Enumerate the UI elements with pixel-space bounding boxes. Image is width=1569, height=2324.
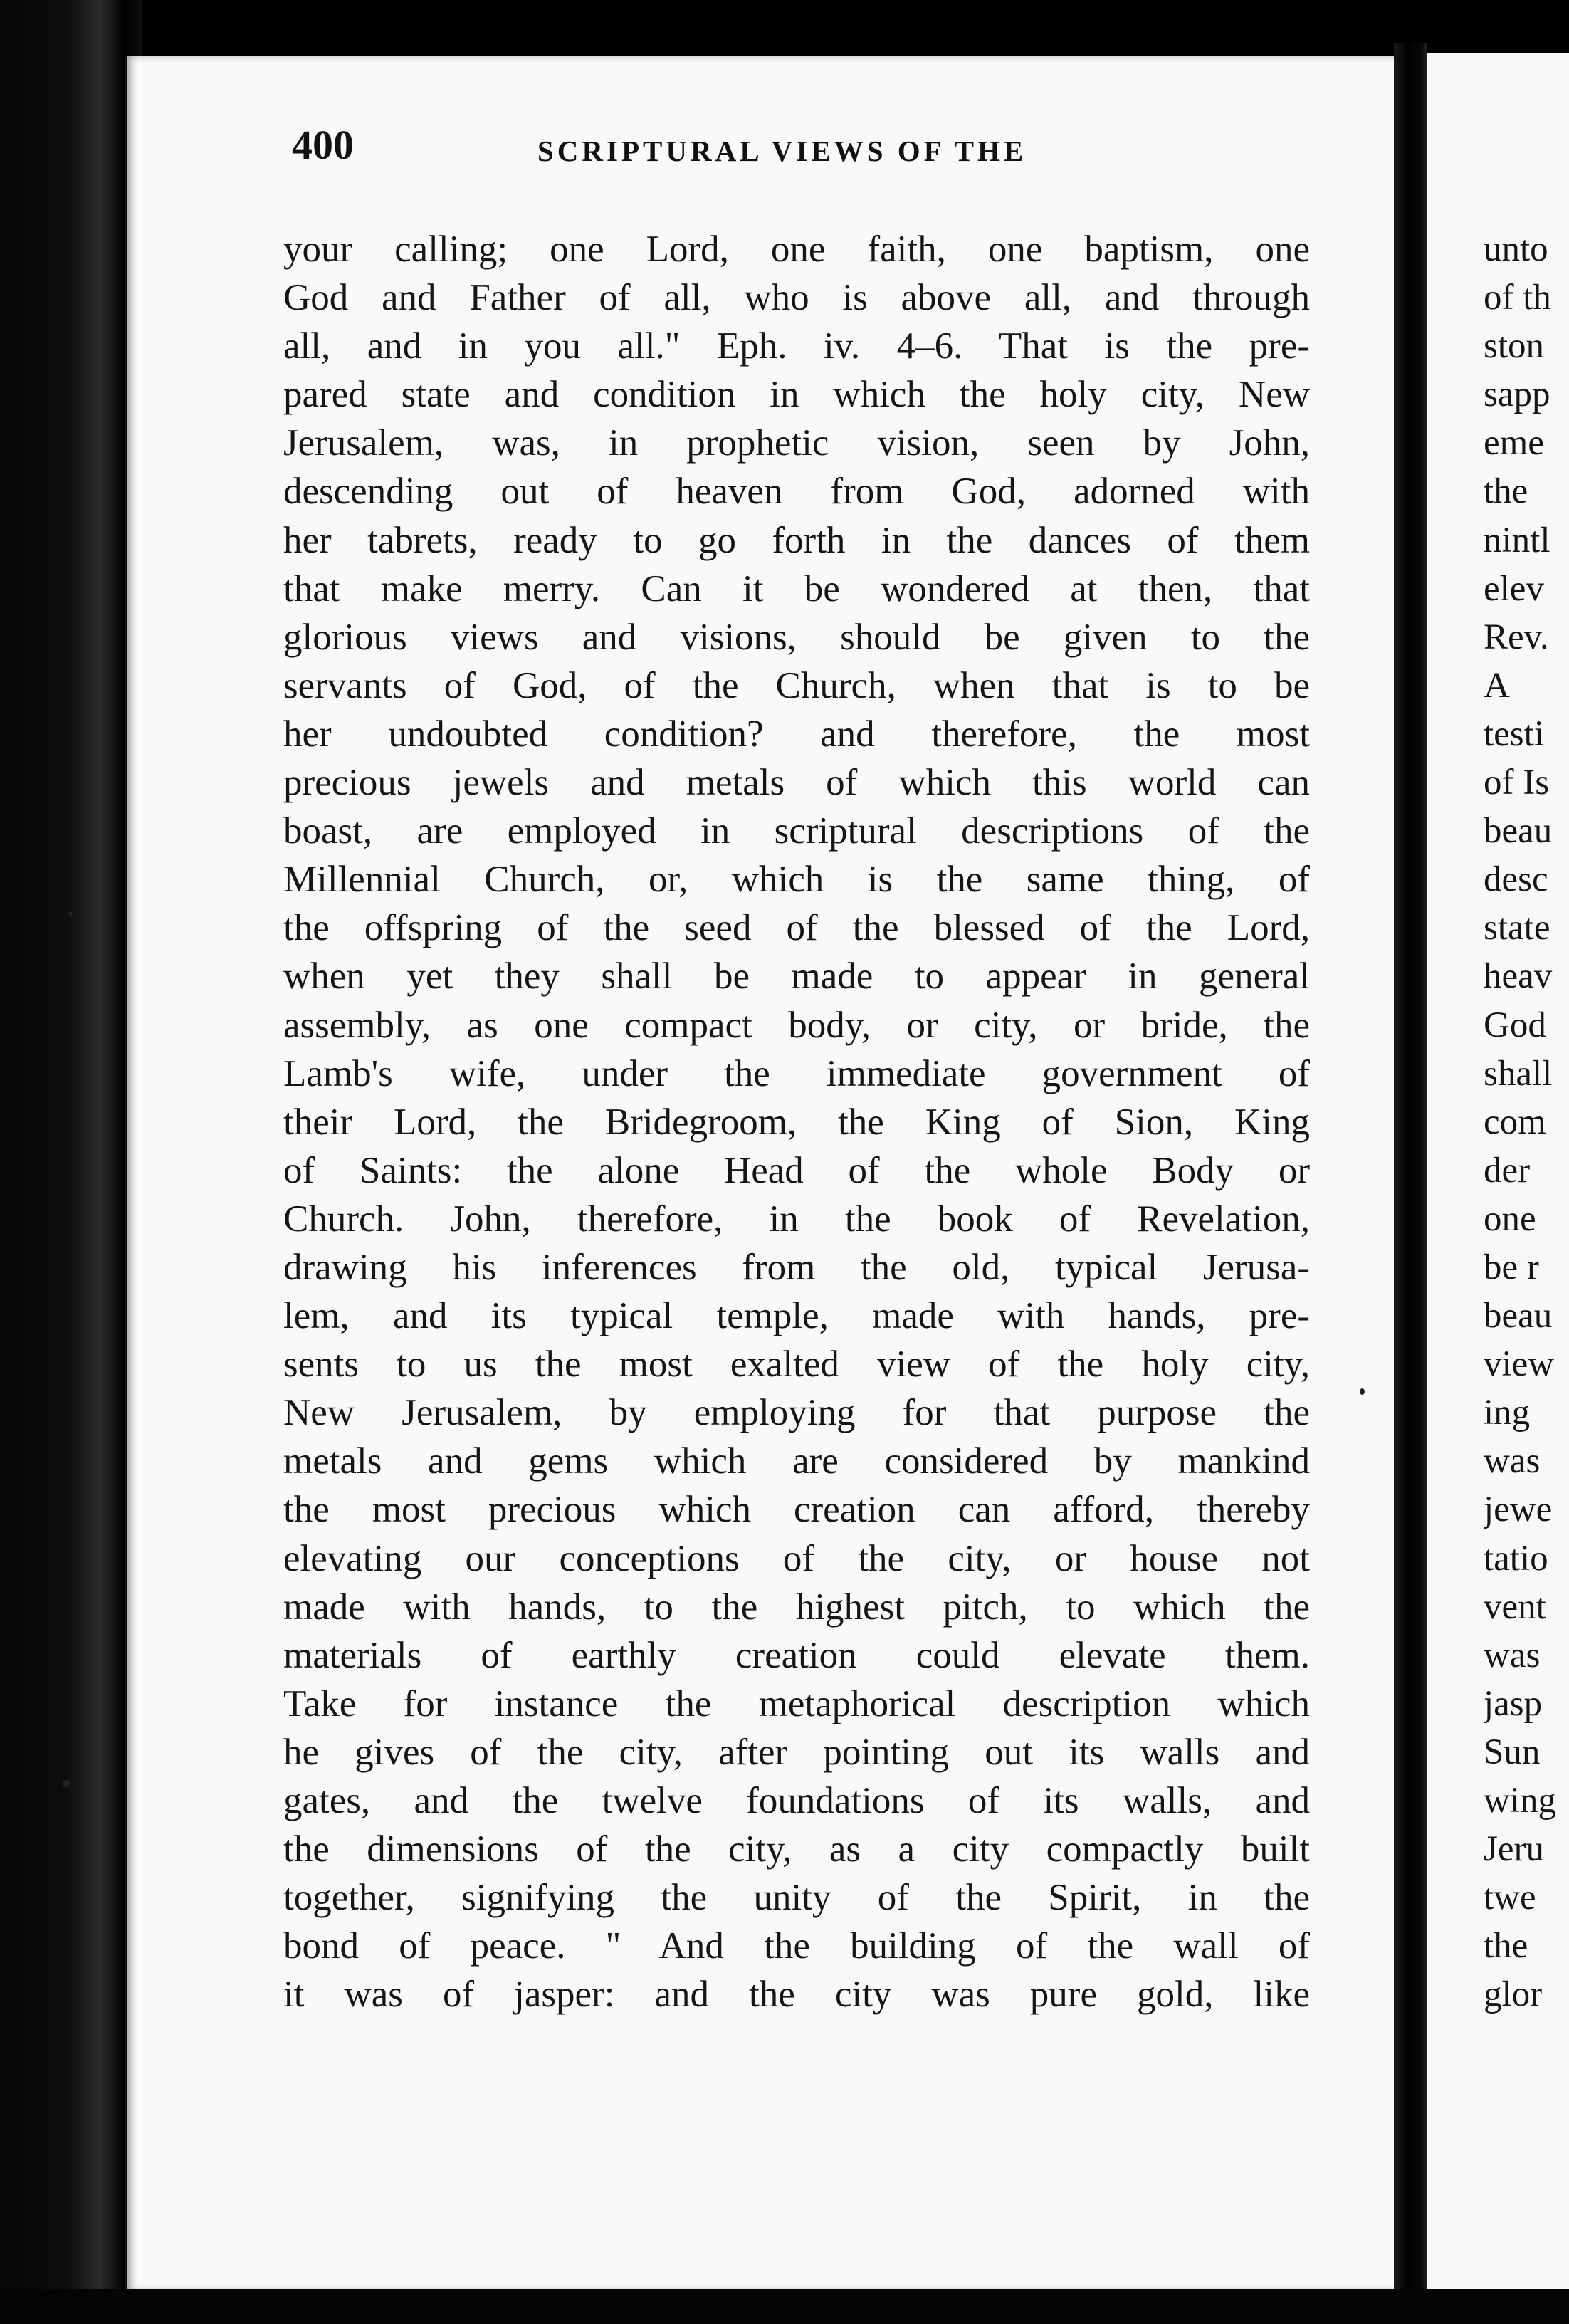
text-line-fragment: nintl — [1484, 520, 1550, 560]
text-line-fragment: wing — [1484, 1781, 1556, 1821]
text-line: pared state and condition in which the holy city, New — [283, 374, 1310, 416]
text-line-fragment: view — [1484, 1344, 1555, 1385]
text-line: Take for instance the metaphorical description which — [283, 1682, 1310, 1724]
running-head: SCRIPTURAL VIEWS OF THE — [537, 135, 1027, 167]
text-line: together, signifying the unity of the Spirit, in the — [283, 1877, 1310, 1919]
text-line: metals and gems which are considered by mankind — [283, 1440, 1310, 1482]
text-line-fragment: was — [1484, 1441, 1541, 1482]
text-line-fragment: be r — [1484, 1247, 1539, 1287]
text-line-fragment: eme — [1484, 423, 1544, 464]
page-number: 400 — [292, 122, 354, 168]
text-line: the most precious which creation can afford, thereby — [283, 1489, 1310, 1531]
ink-speck — [63, 1780, 70, 1787]
text-line-fragment: vent — [1484, 1586, 1546, 1627]
text-line-fragment: sapp — [1484, 375, 1550, 415]
book-gutter — [1394, 43, 1427, 2324]
text-line: assembly, as one compact body, or city, or bride, the — [283, 1004, 1310, 1046]
text-line-fragment: state — [1484, 908, 1550, 948]
text-line-fragment: tatio — [1484, 1538, 1548, 1579]
text-line-fragment: Sun — [1484, 1732, 1541, 1772]
text-line-fragment: shall — [1484, 1053, 1553, 1094]
text-line: their Lord, the Bridegroom, the King of Sion, King — [283, 1101, 1310, 1143]
text-line: descending out of heaven from God, adorned with — [283, 471, 1310, 513]
text-line: materials of earthly creation could elevate them. — [283, 1634, 1310, 1676]
ink-speck — [1360, 1388, 1365, 1395]
text-line-fragment: glor — [1484, 1974, 1543, 2015]
text-line-fragment: ing — [1484, 1393, 1531, 1433]
text-line-fragment: one — [1484, 1198, 1536, 1239]
text-line: the dimensions of the city, as a city compactly built — [283, 1828, 1310, 1870]
text-line-fragment: elev — [1484, 568, 1544, 609]
text-line-fragment: desc — [1484, 859, 1548, 900]
text-line-fragment: beau — [1484, 811, 1553, 852]
text-line-fragment: of th — [1484, 278, 1551, 318]
text-line: bond of peace. " And the building of the wall of — [283, 1925, 1310, 1967]
text-line: her undoubted condition? and therefore, the most — [283, 713, 1310, 755]
text-line-fragment: heav — [1484, 956, 1553, 997]
text-line: your calling; one Lord, one faith, one baptism, one — [283, 229, 1310, 270]
text-line-fragment: testi — [1484, 713, 1544, 754]
text-line-fragment: was — [1484, 1635, 1541, 1675]
text-line: precious jewels and metals of which this world can — [283, 762, 1310, 804]
text-line-fragment: of Is — [1484, 763, 1550, 803]
text-line-fragment: jewe — [1484, 1490, 1553, 1530]
text-line: boast, are employed in scriptural descriptions of the — [283, 810, 1310, 852]
text-line: her tabrets, ready to go forth in the dances of them — [283, 519, 1310, 561]
text-line: sents to us the most exalted view of the holy city, — [283, 1344, 1310, 1386]
text-line-fragment: the — [1484, 471, 1528, 512]
text-line-fragment: com — [1484, 1101, 1546, 1142]
right-page-fragment — [1484, 225, 1569, 2019]
text-line-fragment: Rev. — [1484, 617, 1549, 657]
text-line: gates, and the twelve foundations of its walls, and — [283, 1780, 1310, 1821]
body-text — [283, 225, 1310, 2019]
text-line: he gives of the city, after pointing out its walls and — [283, 1731, 1310, 1773]
text-line-fragment: A — [1484, 665, 1510, 706]
text-line: Church. John, therefore, in the book of Revelation, — [283, 1198, 1310, 1240]
text-line: made with hands, to the highest pitch, to which the — [283, 1586, 1310, 1628]
text-line-fragment: the — [1484, 1926, 1528, 1967]
page-header — [292, 121, 1317, 178]
text-line: drawing his inferences from the old, typical Jerusa- — [283, 1246, 1310, 1288]
scan-top-border — [0, 0, 1569, 57]
text-line: that make merry. Can it be wondered at then, that — [283, 567, 1310, 609]
text-line: God and Father of all, who is above all, and through — [283, 277, 1310, 319]
text-line: elevating our conceptions of the city, or house not — [283, 1537, 1310, 1579]
text-line-fragment: God — [1484, 1005, 1546, 1045]
text-line: Jerusalem, was, in prophetic vision, seen by John, — [283, 422, 1310, 464]
text-line: all, and in you all." Eph. iv. 4–6. That is the pre- — [283, 325, 1310, 367]
text-line-fragment: der — [1484, 1150, 1531, 1190]
text-line: it was of jasper: and the city was pure gold, like — [283, 1974, 1310, 2016]
scan-bottom-border — [0, 2289, 1569, 2324]
text-line: New Jerusalem, by employing for that purpose the — [283, 1392, 1310, 1434]
text-line: of Saints: the alone Head of the whole Body or — [283, 1149, 1310, 1191]
text-line-fragment: beau — [1484, 1296, 1553, 1336]
text-line-fragment: jasp — [1484, 1683, 1543, 1724]
text-line-fragment: ston — [1484, 326, 1545, 367]
book-binding-edge — [0, 0, 142, 2324]
text-line: lem, and its typical temple, made with hands, pre- — [283, 1295, 1310, 1337]
ink-speck — [68, 911, 73, 916]
text-line: Millennial Church, or, which is the same thing, of — [283, 859, 1310, 901]
text-line: glorious views and visions, should be given to the — [283, 616, 1310, 658]
text-line: Lamb's wife, under the immediate government of — [283, 1052, 1310, 1094]
text-line: when yet they shall be made to appear in general — [283, 956, 1310, 998]
text-line-fragment: twe — [1484, 1878, 1536, 1918]
text-line-fragment: unto — [1484, 229, 1548, 269]
text-line: servants of God, of the Church, when that is to be — [283, 664, 1310, 706]
text-line-fragment: Jeru — [1484, 1829, 1544, 1870]
text-line: the offspring of the seed of the blessed of the Lord, — [283, 907, 1310, 949]
